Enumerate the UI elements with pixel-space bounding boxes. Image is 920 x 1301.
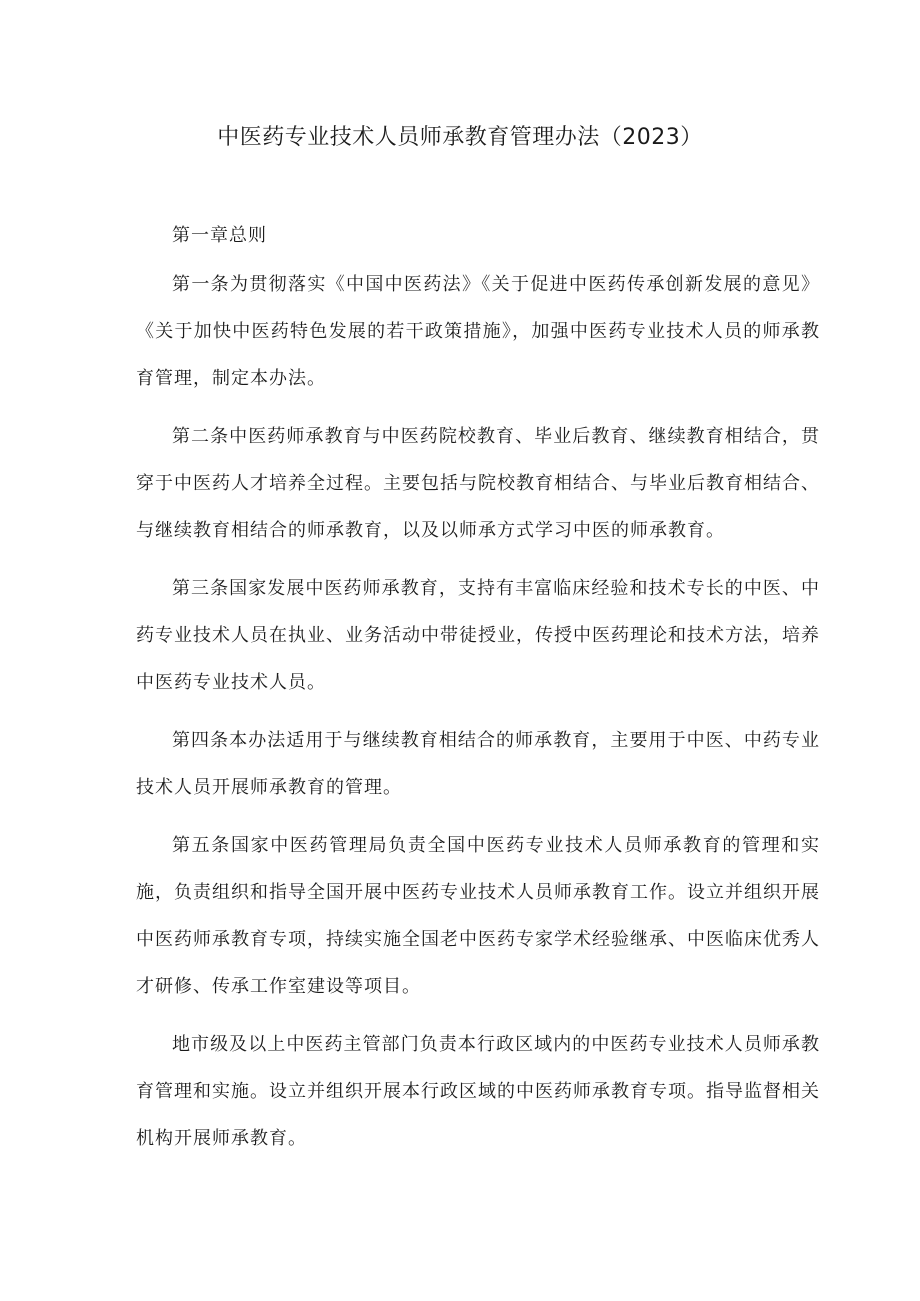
article-2-paragraph: 第二条中医药师承教育与中医药院校教育、毕业后教育、继续教育相结合，贯穿于中医药人才培养全过程。主要包括与院校教育相结合、与毕业后教育相结合、与继续教育相结合的师承教育，以及以师承方式学习中医的师承教育。 (136, 426, 820, 541)
document-body (136, 212, 820, 1173)
article-3-paragraph: 第三条国家发展中医药师承教育，支持有丰富临床经验和技术专长的中医、中药专业技术人员在执业、业务活动中带徒授业，传授中医药理论和技术方法，培养中医药专业技术人员。 (136, 578, 820, 693)
document-title: 中医药专业技术人员师承教育管理办法（2023） (217, 125, 703, 150)
chapter-heading: 第一章总则 (172, 225, 267, 246)
article-1-paragraph: 第一条为贯彻落实《中国中医药法》《关于促进中医药传承创新发展的意见》《关于加快中医药特色发展的若干政策措施》，加强中医药专业技术人员的师承教育管理，制定本办法。 (136, 274, 820, 389)
article-5-continuation-paragraph: 地市级及以上中医药主管部门负责本行政区域内的中医药专业技术人员师承教育管理和实施。设立并组织开展本行政区域的中医药师承教育专项。指导监督相关机构开展师承教育。 (136, 1034, 820, 1149)
article-4-paragraph: 第四条本办法适用于与继续教育相结合的师承教育，主要用于中医、中药专业技术人员开展师承教育的管理。 (136, 730, 820, 798)
article-5-paragraph: 第五条国家中医药管理局负责全国中医药专业技术人员师承教育的管理和实施，负责组织和指导全国开展中医药专业技术人员师承教育工作。设立并组织开展中医药师承教育专项，持续实施全国老中医药专家学术经验继承、中医临床优秀人才研修、传承工作室建设等项目。 (136, 835, 820, 997)
